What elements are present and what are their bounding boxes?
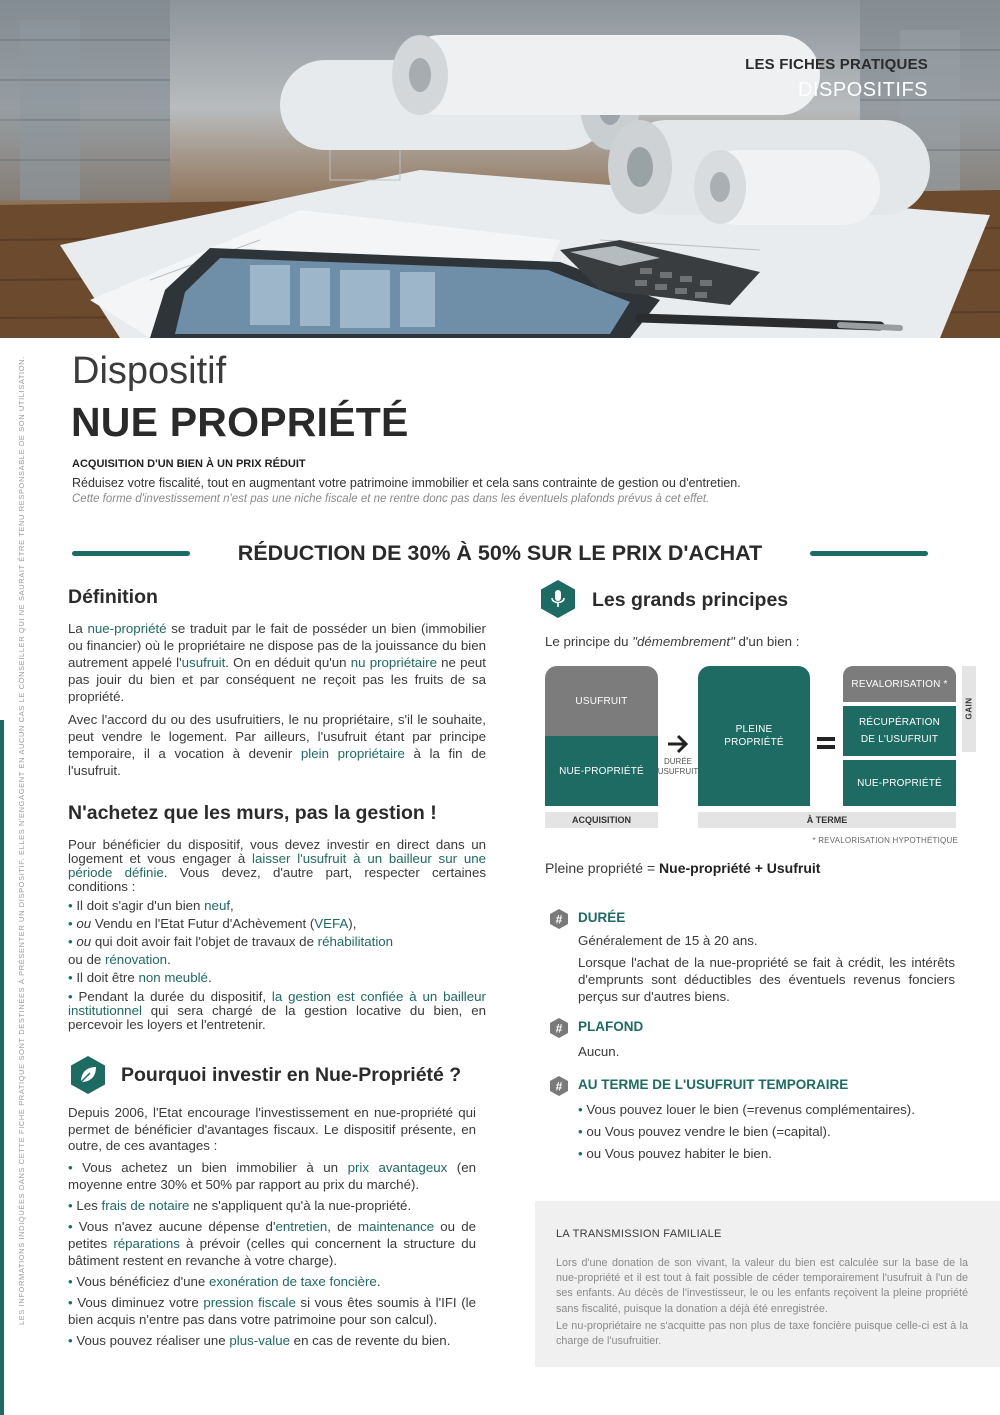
transmission-p2: Le nu-propriétaire ne s'acquitte pas non plus de taxe foncière puisque celle-ci est à la charge de l'usufruitier.: [556, 1320, 968, 1348]
teal-edge-bar: [0, 720, 4, 1415]
svg-text:#: #: [555, 1079, 563, 1094]
arrow-right-icon: [666, 734, 690, 754]
pourquoi-p1: Depuis 2006, l'Etat encourage l'investissement en nue-propriété qui permet de bénéficier d'avantages fiscaux. Le dispositif présente, en outre, de ces avantages :: [68, 1105, 476, 1153]
list-item: • Les frais de notaire ne s'appliquent qu'à la nue-propriété.: [68, 1197, 412, 1213]
title-line1: Dispositif: [72, 350, 227, 392]
principes-intro-before: Le principe du: [545, 634, 633, 649]
plafond-p1: Aucun.: [578, 1044, 620, 1059]
title-line2: NUE PROPRIÉTÉ: [71, 399, 409, 445]
hero-illustration: [0, 0, 1000, 338]
duree-p2: Lorsque l'achat de la nue-propriété se fait à crédit, les intérêts d'emprunts sont déductibles des éventuels revenus fonciers perçus sur d'autres biens.: [578, 955, 955, 1004]
banner-line-left: [72, 551, 190, 556]
murs-p1: Pour bénéficier du dispositif, vous devez investir en direct dans un logement et vous engager à laisser l'usufruit à un bailleur sur une période définie. Vous devez, d'autre part, respecter certaines conditions :: [68, 837, 487, 894]
transmission-box: [535, 1201, 1000, 1367]
acquisition-label: ACQUISITION: [545, 812, 658, 828]
plafond-heading: PLAFOND: [578, 1019, 644, 1034]
murs-section: [68, 802, 486, 1032]
list-item: • ou Vous pouvez vendre le bien (=capital).: [578, 1124, 831, 1139]
formula: [545, 860, 820, 877]
hash-icon: [549, 1076, 569, 1096]
terme-label: À TERME: [698, 812, 956, 828]
formula-bold: Nue-propriété + Usufruit: [659, 860, 821, 876]
svg-text:#: #: [555, 912, 563, 927]
nue-propriete-block: NUE-PROPRIÉTÉ: [545, 736, 658, 806]
duree-section: [578, 932, 955, 1005]
leaf-icon: [68, 1055, 108, 1095]
list-item: • Il doit s'agir d'un bien neuf,: [68, 898, 234, 913]
hero-image: [0, 0, 1000, 338]
banner-line-right: [810, 551, 928, 556]
list-item: • Il doit être non meublé.: [68, 970, 212, 985]
subtitle: ACQUISITION D'UN BIEN À UN PRIX RÉDUIT: [72, 458, 306, 470]
arrow-label: DURÉE USUFRUIT: [657, 757, 699, 776]
list-item: • ou qui doit avoir fait l'objet de travaux de réhabilitation: [68, 934, 394, 949]
duree-p1: Généralement de 15 à 20 ans.: [578, 933, 758, 948]
definition-section: [68, 586, 486, 779]
svg-text:#: #: [555, 1021, 563, 1036]
list-item: • Pendant la durée du dispositif, la gestion est confiée à un bailleur institutionnel qui sera chargé de la gestion locative du bien, en percevoir les loyers et l'entretenir.: [68, 989, 486, 1032]
badge-line2: DISPOSITIFS: [798, 79, 928, 101]
pourquoi-heading: Pourquoi investir en Nue-Propriété ?: [121, 1064, 462, 1086]
list-item: • Vous n'avez aucune dépense d'entretien, de maintenance ou de petites réparations à prévoir (celles qui concernent la structure du bâtiment restent en revanche à votre charge).: [68, 1218, 477, 1268]
disclaimer-vertical: LES INFORMATIONS INDIQUÉES DANS CETTE FICHE PRATIQUE SONT DESTINÉES À PRÉSENTER UN DISPOSITIF. ELLES N'ENGAGENT EN AUCUN CAS LE CONSEILLER QUI NE SAURAIT ÊTRE TENU RESPONSABLE DE SON UTILISATION.: [17, 356, 26, 1325]
equals-icon: [816, 735, 836, 751]
banner-title: RÉDUCTION DE 30% À 50% SUR LE PRIX D'ACHAT: [237, 541, 763, 565]
list-item: • Vous achetez un bien immobilier à un prix avantageux (en moyenne entre 30% et 50% par rapport au prix du marché).: [68, 1159, 476, 1192]
definition-heading: Définition: [68, 586, 158, 608]
diagram-footnote: * REVALORISATION HYPOTHÉTIQUE: [812, 836, 958, 845]
transmission-p1: Lors d'une donation de son vivant, la valeur du bien est calculée sur la base de la nue-propriété et il est tout à fait possible de céder temporairement l'usufruit à l'un de ses enfants. Au décès de l'investisseur, le ou les enfants reçoivent la pleine propriété sans fiscalité, puisque la donation a déjà été enregistrée.: [556, 1257, 968, 1315]
pourquoi-section: [68, 1105, 476, 1349]
duree-heading: DURÉE: [578, 910, 626, 925]
pleine-propriete-block: PLEINE PROPRIÉTÉ: [698, 666, 810, 806]
principes-intro-italic: "démembrement": [632, 634, 735, 649]
list-item: • ou Vendu en l'Etat Futur d'Achèvement (VEFA),: [68, 916, 357, 931]
terme-bullets: [578, 1099, 958, 1165]
header-badge: [745, 56, 928, 102]
definition-p2: Avec l'accord du ou des usufruitiers, le nu propriétaire, s'il le souhaite, peut vendre le logement. Par ailleurs, l'usufruit étant par principe temporaire, il a vocation à devenir plein propriétaire à la fin de l'usufruit.: [68, 712, 486, 778]
recuperation-block: RÉCUPÉRATION DE L'USUFRUIT: [843, 706, 956, 756]
principes-heading: Les grands principes: [592, 589, 789, 611]
intro-text: Réduisez votre fiscalité, tout en augmentant votre patrimoine immobilier et cela sans contrainte de gestion ou d'entretien.: [72, 476, 741, 490]
hash-icon: [549, 909, 569, 929]
revalorisation-block: REVALORISATION *: [843, 666, 956, 702]
murs-heading: N'achetez que les murs, pas la gestion !: [68, 802, 437, 824]
definition-p1: La nue-propriété se traduit par le fait de posséder un bien (immobilier ou financier) où le propriétaire ne dispose pas de la jouissance du bien autrement appelé l'usufruit. On en déduit qu'un nu propriétaire ne peut pas jouir du bien et par conséquent ne reçoit pas les fruits de sa propriété.: [68, 621, 486, 704]
usufruit-block: USUFRUIT: [545, 666, 658, 736]
intro-italic: Cette forme d'investissement n'est pas une niche fiscale et ne rentre donc pas dans les éventuels plafonds prévus à cet effet.: [72, 493, 710, 505]
list-item: ou de rénovation.: [68, 952, 171, 967]
nue-propriete-right-block: NUE-PROPRIÉTÉ: [843, 760, 956, 806]
terme-heading: AU TERME DE L'USUFRUIT TEMPORAIRE: [578, 1077, 849, 1092]
murs-bullets: [68, 897, 486, 1032]
list-item: • ou Vous pouvez habiter le bien.: [578, 1146, 772, 1161]
principes-intro-after: d'un bien :: [734, 634, 800, 649]
formula-lead: Pleine propriété =: [545, 860, 660, 876]
hash-icon: [549, 1018, 569, 1038]
transmission-heading: LA TRANSMISSION FAMILIALE: [556, 1228, 722, 1240]
gain-label: GAIN: [964, 697, 974, 720]
principes-intro: [545, 633, 799, 650]
list-item: • Vous pouvez réaliser une plus-value en cas de revente du bien.: [68, 1332, 451, 1348]
microphone-icon: [538, 579, 578, 619]
pourquoi-bullets: [68, 1159, 476, 1349]
list-item: • Vous pouvez louer le bien (=revenus complémentaires).: [578, 1102, 915, 1117]
list-item: • Vous diminuez votre pression fiscale si vous êtes soumis à l'IFI (le bien acquis n'entre pas dans votre patrimoine pour son calcul).: [68, 1294, 476, 1327]
list-item: • Vous bénéficiez d'une exonération de taxe foncière.: [68, 1273, 381, 1289]
badge-line1: LES FICHES PRATIQUES: [745, 56, 928, 73]
